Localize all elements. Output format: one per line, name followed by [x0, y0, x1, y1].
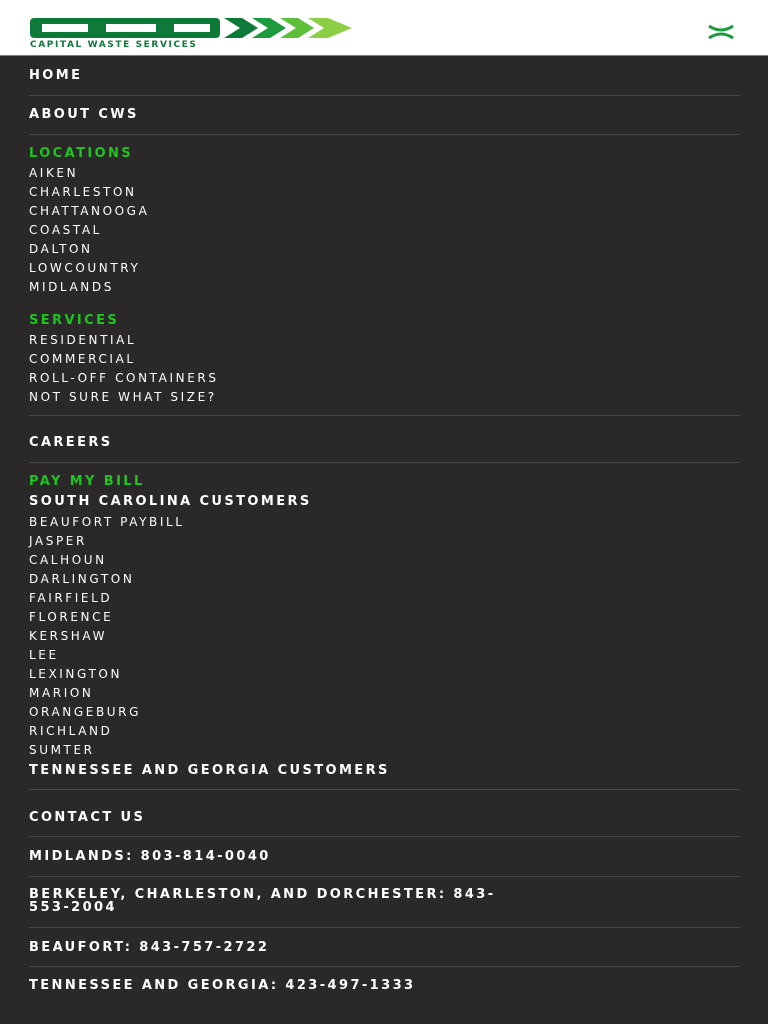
divider [29, 134, 740, 135]
menu-item-about[interactable]: ABOUT CWS [29, 107, 139, 122]
menu-heading-services[interactable]: SERVICES [29, 313, 120, 328]
menu-item-careers[interactable]: CAREERS [29, 435, 113, 450]
location-item[interactable]: MIDLANDS [29, 280, 114, 294]
cws-logo[interactable] [28, 14, 358, 52]
location-item[interactable]: CHATTANOOGA [29, 204, 150, 218]
divider [29, 789, 740, 790]
county-item[interactable]: BEAUFORT PAYBILL [29, 515, 185, 529]
divider [29, 462, 740, 463]
menu-item-tn-ga-customers[interactable]: TENNESSEE AND GEORGIA CUSTOMERS [29, 763, 390, 778]
menu-item-sc-customers[interactable]: SOUTH CAROLINA CUSTOMERS [29, 494, 312, 509]
divider [29, 415, 740, 416]
location-item[interactable]: COASTAL [29, 223, 102, 237]
service-item[interactable]: RESIDENTIAL [29, 333, 137, 347]
service-item[interactable]: NOT SURE WHAT SIZE? [29, 390, 217, 404]
county-item[interactable]: DARLINGTON [29, 572, 135, 586]
phone-beaufort-link[interactable]: BEAUFORT: 843-757-2722 [29, 940, 270, 955]
menu-heading-pay-bill[interactable]: PAY MY BILL [29, 474, 145, 489]
county-item[interactable]: RICHLAND [29, 724, 113, 738]
location-item[interactable]: CHARLESTON [29, 185, 137, 199]
divider [29, 927, 740, 928]
county-item[interactable]: LEXINGTON [29, 667, 123, 681]
service-item[interactable]: ROLL-OFF CONTAINERS [29, 371, 219, 385]
service-item[interactable]: COMMERCIAL [29, 352, 136, 366]
location-item[interactable]: LOWCOUNTRY [29, 261, 141, 275]
divider [29, 966, 740, 967]
phone-berkeley-link[interactable]: BERKELEY, CHARLESTON, AND DORCHESTER: 843-553-2004 [29, 887, 496, 915]
location-item[interactable]: DALTON [29, 242, 93, 256]
county-item[interactable]: MARION [29, 686, 94, 700]
county-item[interactable]: JASPER [29, 534, 87, 548]
divider [29, 95, 740, 96]
menu-item-contact[interactable]: CONTACT US [29, 810, 146, 825]
county-item[interactable]: LEE [29, 648, 59, 662]
phone-midlands-link[interactable]: MIDLANDS: 803-814-0040 [29, 849, 271, 864]
phone-tn-ga-link[interactable]: TENNESSEE AND GEORGIA: 423-497-1333 [29, 978, 416, 993]
county-item[interactable]: FAIRFIELD [29, 591, 113, 605]
divider [29, 876, 740, 877]
divider [29, 836, 740, 837]
county-item[interactable]: KERSHAW [29, 629, 108, 643]
close-menu-button[interactable] [705, 22, 737, 42]
menu-item-home[interactable]: HOME [29, 68, 83, 83]
county-item[interactable]: FLORENCE [29, 610, 114, 624]
county-item[interactable]: ORANGEBURG [29, 705, 142, 719]
menu-heading-locations[interactable]: LOCATIONS [29, 146, 134, 161]
location-item[interactable]: AIKEN [29, 166, 79, 180]
logo-subtitle: CAPITAL WASTE SERVICES [30, 40, 198, 50]
county-item[interactable]: CALHOUN [29, 553, 107, 567]
close-x-icon [705, 22, 737, 42]
site-header [0, 0, 768, 56]
county-item[interactable]: SUMTER [29, 743, 95, 757]
logo-mark-icon [28, 14, 358, 42]
